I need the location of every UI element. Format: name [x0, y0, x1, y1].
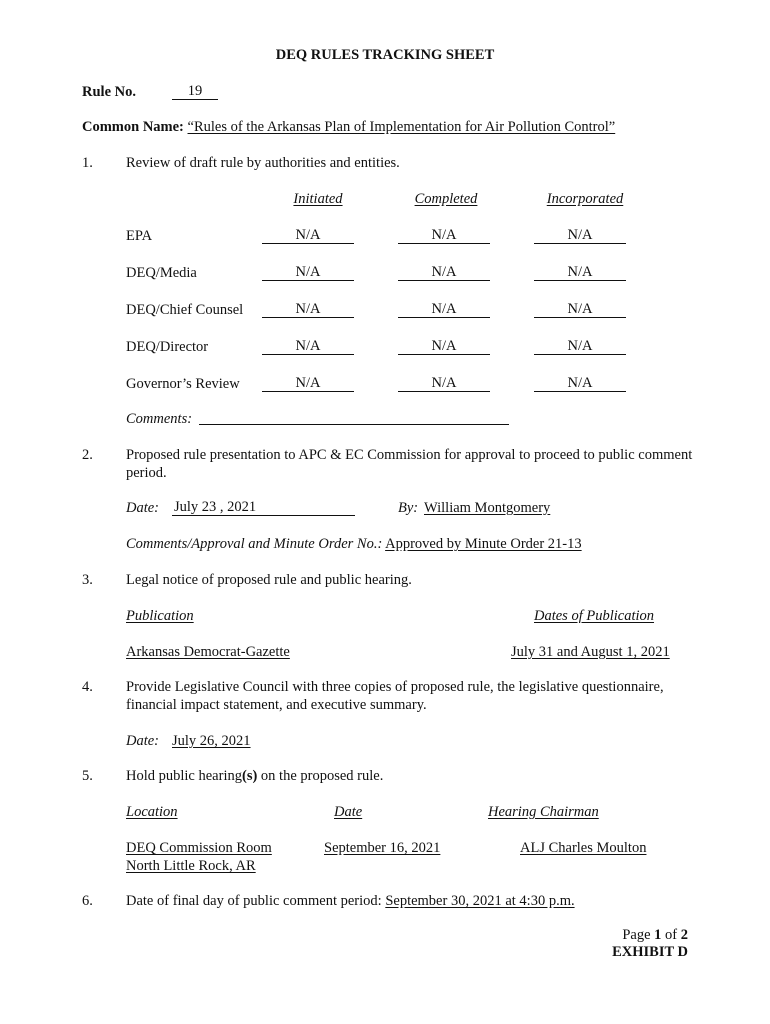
rule-no-label: Rule No. — [82, 84, 136, 100]
item-2-comments-value: Approved by Minute Order 21-13 — [385, 536, 582, 552]
item-2-number: 2. — [82, 447, 93, 463]
hearing-date-value: September 16, 2021 — [324, 840, 441, 856]
header-initiated: Initiated — [293, 191, 343, 207]
review-incorporated-cell: N/A — [534, 302, 626, 318]
review-completed-cell: N/A — [398, 339, 490, 355]
review-row-label: EPA — [126, 228, 153, 244]
item-5-number: 5. — [82, 768, 93, 784]
item-2-date-label: Date: — [126, 500, 160, 516]
item-6-number: 6. — [82, 893, 93, 909]
of-word: of — [665, 927, 678, 943]
page-title: DEQ RULES TRACKING SHEET — [275, 47, 495, 63]
item-3-number: 3. — [82, 572, 93, 588]
item-2-by-label: By: — [398, 500, 419, 516]
review-row-label: Governor’s Review — [126, 376, 240, 392]
location-header: Location — [126, 804, 178, 820]
review-completed-cell: N/A — [398, 376, 490, 392]
item-2-comments-label: Comments/Approval and Minute Order No.: — [126, 536, 383, 552]
common-name-value: “Rules of the Arkansas Plan of Implementation for Air Pollution Control” — [187, 119, 616, 135]
review-completed-cell: N/A — [398, 302, 490, 318]
common-name-label: Common Name: — [82, 119, 184, 135]
review-completed-cell: N/A — [398, 228, 490, 244]
page-number — [622, 927, 688, 944]
common-name-row — [82, 119, 615, 136]
review-incorporated-cell: N/A — [534, 228, 626, 244]
page-total: 2 — [680, 927, 688, 943]
item-4-text: Provide Legislative Council with three copies of proposed rule, the legislative questionnaire, financial impact statement, and executive summary. — [126, 679, 664, 713]
dates-of-publication-value: July 31 and August 1, 2021 — [511, 644, 670, 660]
hearing-chairman-header: Hearing Chairman — [488, 804, 599, 820]
location-line-1: DEQ Commission Room — [126, 840, 272, 856]
review-incorporated-cell: N/A — [534, 265, 626, 281]
comments-blank-line — [199, 409, 509, 425]
item-2-date-value: July 23 , 2021 — [172, 500, 355, 516]
item-3-text: Legal notice of proposed rule and public hearing. — [126, 572, 412, 588]
review-initiated-cell: N/A — [262, 302, 354, 318]
review-initiated-cell: N/A — [262, 228, 354, 244]
review-incorporated-cell: N/A — [534, 376, 626, 392]
item-6-value: September 30, 2021 at 4:30 p.m. — [385, 893, 575, 909]
item-4-date-label: Date: — [126, 733, 160, 749]
hearing-chairman-value: ALJ Charles Moulton — [520, 840, 647, 856]
review-row-label: DEQ/Director — [126, 339, 209, 355]
item-1-number: 1. — [82, 155, 93, 171]
item-2-by-value: William Montgomery — [424, 500, 551, 516]
publication-header: Publication — [126, 608, 194, 624]
review-completed-cell: N/A — [398, 265, 490, 281]
publication-value: Arkansas Democrat-Gazette — [126, 644, 290, 660]
review-initiated-cell: N/A — [262, 265, 354, 281]
item-5-text-post: on the proposed rule. — [257, 768, 384, 784]
review-initiated-cell: N/A — [262, 376, 354, 392]
item-5-text — [126, 768, 383, 785]
item-6-row — [126, 893, 575, 910]
item-4-date-value: July 26, 2021 — [172, 733, 251, 749]
page-word: Page — [622, 927, 651, 943]
review-row-label: DEQ/Chief Counsel — [126, 302, 244, 318]
exhibit-label: EXHIBIT D — [612, 944, 688, 960]
item-2-text: Proposed rule presentation to APC & EC Commission for approval to proceed to public comment period. — [126, 447, 693, 481]
review-incorporated-cell: N/A — [534, 339, 626, 355]
header-incorporated: Incorporated — [546, 191, 624, 207]
page-current: 1 — [654, 927, 662, 943]
header-completed: Completed — [414, 191, 478, 207]
date-header: Date — [334, 804, 363, 820]
item-1-text: Review of draft rule by authorities and entities. — [126, 155, 400, 171]
dates-of-publication-header: Dates of Publication — [534, 608, 655, 624]
item-6-text: Date of final day of public comment period: — [126, 893, 382, 909]
item-5-text-bold: (s) — [241, 768, 258, 784]
item-4-number: 4. — [82, 679, 93, 695]
item-2-comments-row — [126, 536, 582, 553]
item-5-text-pre: Hold public hearing — [126, 768, 242, 784]
rule-no-value: 19 — [172, 84, 218, 100]
comments-label: Comments: — [126, 411, 193, 427]
review-initiated-cell: N/A — [262, 339, 354, 355]
review-row-label: DEQ/Media — [126, 265, 197, 281]
location-line-2: North Little Rock, AR — [126, 858, 256, 874]
